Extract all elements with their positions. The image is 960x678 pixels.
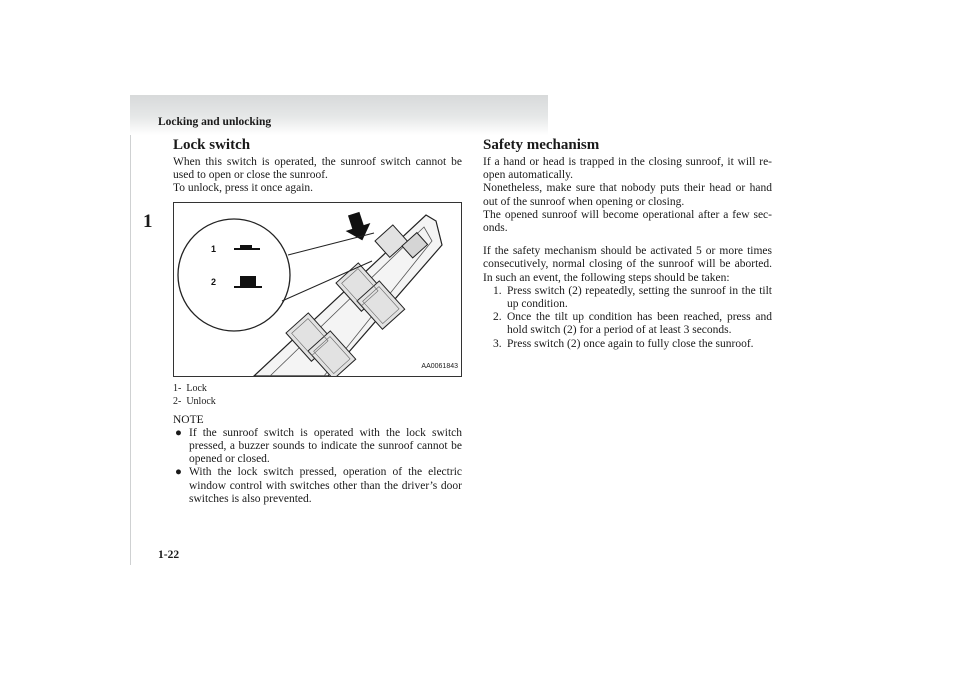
- safety-para-4: If the safety mechanism should be activated 5 or more times consecutively, normal closing of the sunroof will be aborted. In such an event, the following steps should be taken:: [483, 245, 772, 284]
- lock-switch-body: When this switch is operated, the sunroof switch cannot be used to open or close the sunroof.: [173, 156, 462, 182]
- step-item: 1. Press switch (2) repeatedly, setting the sunroof in the tilt up condition.: [493, 284, 772, 311]
- steps-list: [483, 285, 772, 351]
- chapter-divider: [130, 135, 131, 565]
- note-label: NOTE: [173, 413, 204, 426]
- page-number: 1-22: [158, 549, 180, 561]
- running-header: Locking and unlocking: [158, 116, 272, 128]
- legend-item-lock: 1- Lock: [173, 382, 207, 394]
- figure-legend: [173, 382, 462, 408]
- left-column: [173, 137, 462, 506]
- note-item: ● With the lock switch pressed, operation of the electric window control with switches other than the driver’s door switches is also prevented.: [175, 466, 462, 505]
- chapter-number: 1: [143, 211, 153, 232]
- note-item: ● If the sunroof switch is operated with the lock switch pressed, a buzzer sounds to indicate the sunroof cannot be opened or closed.: [175, 426, 462, 466]
- unlock-instruction: To unlock, press it once again.: [173, 182, 314, 195]
- switch-panel-figure: [173, 202, 462, 377]
- callout-1: 1: [211, 243, 217, 254]
- bullet-icon: ●: [175, 466, 182, 479]
- safety-para-3: The opened sunroof will become operational after a few sec-onds.: [483, 208, 772, 235]
- switch-panel-illustration: [174, 203, 461, 376]
- right-column: [483, 137, 772, 351]
- lock-switch-heading: Lock switch: [173, 137, 251, 153]
- figure-code: AA0061843: [421, 363, 458, 371]
- header-band: [130, 95, 548, 135]
- safety-para-1: If a hand or head is trapped in the closing sunroof, it will re-open automatically.: [483, 156, 772, 182]
- safety-para-2: Nonetheless, make sure that nobody puts their head or hand out of the sunroof when opening or closing.: [483, 182, 772, 208]
- step-item: 2. Once the tilt up condition has been reached, press and hold switch (2) for a period of at least 3 seconds.: [493, 311, 772, 337]
- note-list: [173, 427, 462, 506]
- callout-2: 2: [211, 276, 217, 287]
- step-item: 3. Press switch (2) once again to fully close the sunroof.: [493, 337, 754, 350]
- bullet-icon: ●: [175, 426, 182, 439]
- legend-item-unlock: 2- Unlock: [173, 395, 216, 407]
- safety-heading: Safety mechanism: [483, 137, 600, 153]
